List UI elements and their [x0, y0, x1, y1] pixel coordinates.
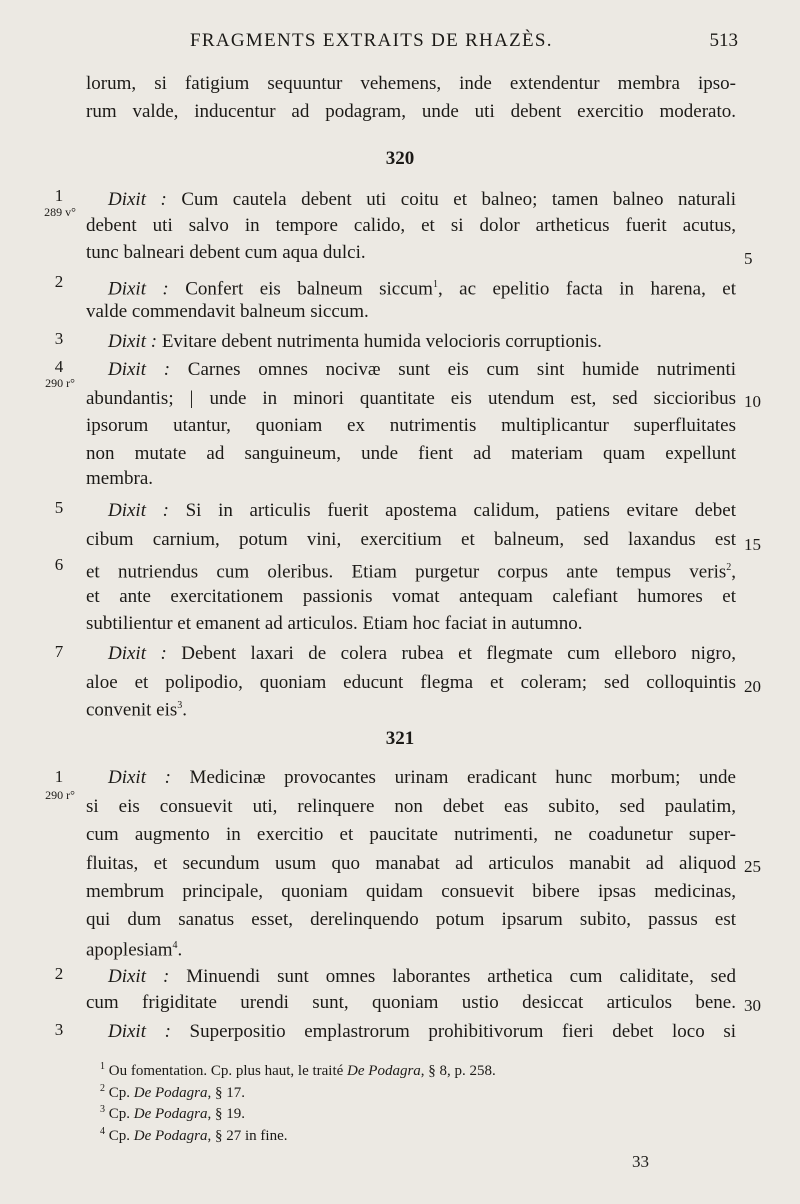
- text-line: aloe et polipodio, quoniam educunt flegma et coleram; sed colloquintis: [86, 672, 736, 693]
- text-line: ipsorum utantur, quoniam ex nutrimentis multiplicantur superfluitates: [86, 415, 736, 436]
- text-line: si eis consuevit uti, relinquere non debet eas subito, sed paulatim,: [86, 796, 736, 817]
- signature-mark: 33: [632, 1152, 649, 1171]
- text-line: Dixit : Superpositio emplastrorum prohibitivorum fieri debet loco si: [108, 1021, 736, 1042]
- page-number: 513: [709, 30, 738, 51]
- text-line: Dixit : Minuendi sunt omnes laborantes arthetica cum caliditate, sed: [108, 966, 736, 987]
- section-number: 320: [385, 148, 415, 169]
- text-line: lorum, si fatigium sequuntur vehemens, inde extendentur membra ipso-: [86, 73, 736, 94]
- footnote: $^2$ Cp. De Podagra, § 17.: [100, 1083, 246, 1101]
- text-line: valde commendavit balneum siccum.: [86, 301, 369, 322]
- text-line: Dixit : Cum cautela debent uti coitu et balneo; tamen balneo naturali: [108, 189, 736, 210]
- paragraph-number: 2: [54, 964, 64, 983]
- paragraph-number: 1: [54, 767, 64, 786]
- paragraph-number: 2: [54, 272, 64, 291]
- text-line: subtilientur et emanent ad articulos. Etiam hoc faciat in autumno.: [86, 613, 583, 634]
- text-line: non mutate ad sanguineum, unde fient ad materiam quam expellunt: [86, 443, 736, 464]
- footnote: $^4$ Cp. De Podagra, § 27 in fine.: [100, 1126, 288, 1144]
- folio-marker: 289 v°: [44, 205, 76, 219]
- text-line: Dixit : Carnes omnes nocivæ sunt eis cum sint humide nutrimenti: [108, 359, 736, 380]
- running-title: FRAGMENTS EXTRAITS DE RHAZÈS.: [190, 30, 553, 51]
- text-line: fluitas, et secundum usum quo manabat ad articulos manabit ad aliquod: [86, 853, 736, 874]
- paragraph-number: 6: [54, 555, 64, 574]
- text-line: debent uti salvo in tempore calido, et si dolor artheticus fuerit acutus,: [86, 215, 736, 236]
- text-line: membra.: [86, 468, 154, 489]
- paragraph-number: 1: [54, 186, 64, 205]
- footnote: $^1$ Ou fomentation. Cp. plus haut, le traité De Podagra, § 8, p. 258.: [100, 1061, 496, 1079]
- text-line: Dixit : Si in articulis fuerit apostema calidum, patiens evitare debet: [108, 500, 736, 521]
- text-line: Dixit : Evitare debent nutrimenta humida velocioris corruptionis.: [108, 331, 602, 352]
- line-number: 20: [744, 677, 761, 696]
- text-line: convenit eis$^3$.: [86, 699, 188, 721]
- line-number: 10: [744, 392, 761, 411]
- text-line: apoplesiam$^4$.: [86, 939, 183, 961]
- text-line: Dixit : Medicinæ provocantes urinam eradicant hunc morbum; unde: [108, 767, 736, 788]
- section-number: 321: [385, 728, 415, 749]
- paragraph-number: 3: [54, 1020, 64, 1039]
- folio-marker: 290 r°: [45, 376, 75, 390]
- paragraph-number: 3: [54, 329, 64, 348]
- text-line: cum augmento in exercitio et paucitate nutrimenti, ne coadunetur super-: [86, 824, 736, 845]
- folio-marker: 290 r°: [45, 788, 75, 802]
- text-line: et ante exercitationem passionis vomat antequam calefiant humores et: [86, 586, 736, 607]
- text-line: abundantis; | unde in minori quantitate eis utendum est, sed siccioribus: [86, 388, 736, 409]
- line-number: 5: [744, 249, 753, 268]
- text-line: cibum carnium, potum vini, exercitium et balneum, sed laxandus est: [86, 529, 736, 550]
- line-number: 25: [744, 857, 761, 876]
- text-line: tunc balneari debent cum aqua dulci.: [86, 242, 366, 263]
- text-line: membrum principale, quoniam quidam consuevit bibere ipsas medicinas,: [86, 881, 736, 902]
- text-line: qui dum sanatus esset, derelinquendo potum ipsarum subito, passus est: [86, 909, 736, 930]
- text-line: cum frigiditate urendi sunt, quoniam ustio desiccat articulos bene.: [86, 992, 736, 1013]
- paragraph-number: 4: [54, 357, 64, 376]
- running-head: [0, 30, 800, 60]
- paragraph-number: 7: [54, 642, 64, 661]
- footnote: $^3$ Cp. De Podagra, § 19.: [100, 1104, 246, 1122]
- line-number: 30: [744, 996, 761, 1015]
- paragraph-number: 5: [54, 498, 64, 517]
- text-line: Dixit : Debent laxari de colera rubea et flegmate cum elleboro nigro,: [108, 643, 736, 664]
- text-line: Dixit : Confert eis balneum siccum$^1$, ac epelitio facta in harena, et: [108, 278, 736, 300]
- text-line: rum valde, inducentur ad podagram, unde uti debent exercitio moderato.: [86, 101, 736, 122]
- line-number: 15: [744, 535, 761, 554]
- text-line: et nutriendus cum oleribus. Etiam purgetur corpus ante tempus veris$^2$,: [86, 561, 736, 583]
